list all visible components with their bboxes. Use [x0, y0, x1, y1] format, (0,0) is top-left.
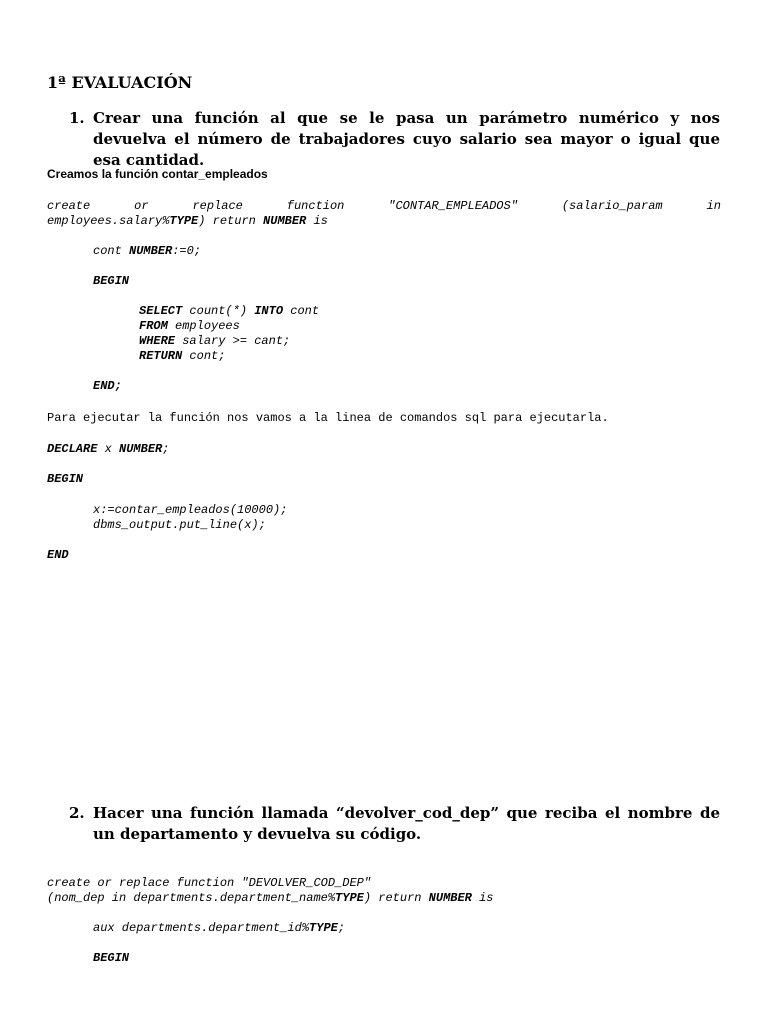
question-2-number: 2. [69, 804, 85, 822]
code-keyword: END; [93, 379, 122, 393]
code-keyword: NUMBER [129, 244, 173, 258]
code-text: is [306, 214, 328, 228]
code-line-end [93, 379, 122, 394]
code-text: (nom_dep in departments.department_name% [47, 891, 336, 905]
code-line-from [139, 319, 240, 334]
code-keyword: BEGIN [47, 472, 84, 486]
code-text: employees.salary% [47, 214, 170, 228]
code-word: or [134, 199, 149, 213]
code-line-declare-aux [93, 921, 345, 936]
code-text: ; [337, 921, 346, 935]
code-text: employees [167, 319, 240, 333]
code-text: cont [283, 304, 320, 318]
code-line-params-devolver [47, 891, 494, 906]
code-line-create-function [47, 199, 721, 214]
code-keyword: TYPE [309, 921, 338, 935]
code-word: create [47, 199, 91, 213]
code-keyword: INTO [254, 304, 284, 318]
execution-note: Para ejecutar la función nos vamos a la linea de comandos sql para ejecutarla. [47, 411, 609, 425]
code-line-print: dbms_output.put_line(x); [93, 518, 266, 532]
code-line-end-2 [47, 548, 69, 563]
code-keyword: NUMBER [119, 442, 163, 456]
section-heading: 1ª EVALUACIÓN [47, 73, 193, 92]
code-word: (salario_param [561, 199, 663, 213]
code-keyword: TYPE [335, 891, 364, 905]
code-text: count(*) [182, 304, 255, 318]
code-line-declare-cont [93, 244, 201, 259]
code-line-return-type [47, 214, 328, 229]
code-keyword: DECLARE [47, 442, 98, 456]
code-keyword: NUMBER [428, 891, 472, 905]
code-line-return [139, 349, 225, 364]
code-text: cont; [182, 349, 226, 363]
code-text: x [97, 442, 120, 456]
code-word: replace [192, 199, 243, 213]
code-line-select [139, 304, 319, 319]
code-keyword: FROM [139, 319, 168, 333]
code-text: salary >= cant; [175, 334, 291, 348]
code-keyword: NUMBER [263, 214, 307, 228]
code-keyword: WHERE [139, 334, 176, 348]
code-line-begin-3 [93, 951, 129, 966]
code-line-begin [93, 274, 129, 289]
code-word: in [706, 199, 721, 213]
code-line-where [139, 334, 290, 349]
code-text: ) return [198, 214, 264, 228]
code-word: function [286, 199, 345, 213]
code-line-call: x:=contar_empleados(10000); [93, 503, 288, 517]
code-text: ) return [363, 891, 429, 905]
code-line-create-devolver: create or replace function "DEVOLVER_COD_DEP" [47, 876, 372, 890]
question-2-text: Hacer una función llamada “devolver_cod_dep” que reciba el nombre de un departamento y devuelva su código. [93, 804, 720, 843]
code-text: is [471, 891, 494, 905]
question-1-text: Crear una función al que se le pasa un parámetro numérico y nos devuelva el número de trabajadores cuyo salario sea mayor o igual que esa cantidad. [93, 109, 720, 169]
subheading-create-function: Creamos la función contar_empleados [47, 167, 268, 181]
code-text: ; [162, 442, 170, 456]
code-keyword: BEGIN [93, 274, 130, 288]
code-keyword: BEGIN [93, 951, 130, 965]
code-text: cont [93, 244, 130, 258]
question-1-number: 1. [69, 109, 85, 127]
code-keyword: RETURN [139, 349, 183, 363]
code-keyword: SELECT [139, 304, 183, 318]
code-keyword: TYPE [169, 214, 199, 228]
code-text: aux departments.department_id% [93, 921, 310, 935]
code-text: :=0; [172, 244, 202, 258]
code-line-declare-x [47, 442, 169, 457]
code-word: "CONTAR_EMPLEADOS" [388, 199, 518, 213]
code-keyword: END [47, 548, 69, 562]
code-line-begin-2 [47, 472, 83, 487]
